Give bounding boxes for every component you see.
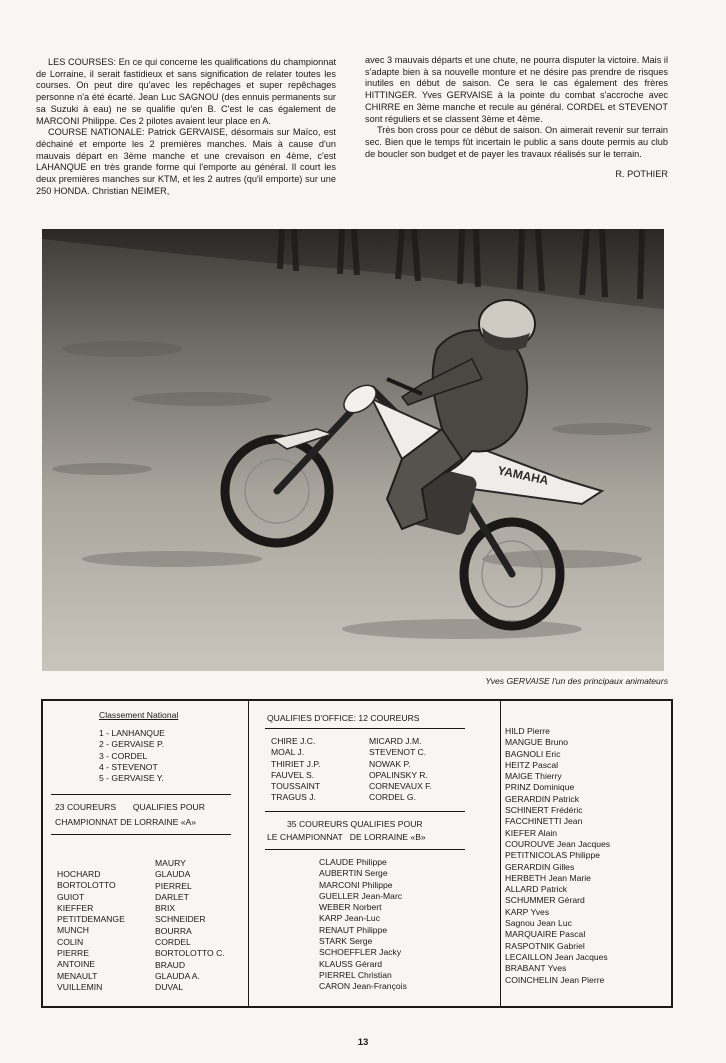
list-item: GERARDIN Patrick [505,793,580,804]
list-item: BOURRA [155,925,192,936]
article-column-left [36,57,336,197]
list-item: PIERRE [57,948,89,959]
divider [265,728,465,729]
bike-brand-text: YAMAHA [496,463,550,488]
list-item: CORDEL G. [369,792,416,803]
national-ranking-title: Classement National [99,710,179,720]
list-item: MICARD J.M. [369,736,422,746]
results-column-3 [501,701,671,1006]
list-item: DUVAL [155,982,184,993]
list-item: PIERREL [155,880,192,891]
list-item: GERARDIN Gilles [505,861,575,872]
list-item: Sagnou Jean Luc [505,918,572,929]
list-item: MUNCH [57,925,89,936]
list-item: BAGNOLI Eric [505,748,561,759]
list-item: BORTOLOTTO C. [155,948,225,959]
motocross-photo [42,229,664,671]
list-item: SCHOEFFLER Jacky [319,947,402,958]
list-item: MENAULT [57,970,98,981]
list-item: 3 - CORDEL [99,750,148,761]
list-item: THIRIET J.P. [271,758,321,769]
list-item: CORNEVAUX F. [369,781,432,792]
list-item: PETITDEMANGE [57,914,125,925]
office-title: QUALIFIES D'OFFICE: 12 COUREURS [267,713,420,723]
list-item: OPALINSKY R. [369,769,428,780]
list-item: KIEFER Alain [505,827,558,838]
list-item: GLAUDA A. [155,970,200,981]
list-item: CLAUDE Philippe [319,857,387,867]
list-item: COLIN [57,936,84,947]
list-item: STEVENOT C. [369,747,427,758]
list-item: BRAUD [155,959,186,970]
list-item: BORTOLOTTO [57,880,116,891]
list-item: BRABANT Yves [505,963,567,974]
lorraine-b-heading-line1: 35 COUREURS QUALIFIES POUR [287,819,423,829]
list-item: 2 - GERVAISE P. [99,739,164,750]
list-item: KLAUSS Gérard [319,958,383,969]
office-list-1 [271,736,320,804]
list-item: 4 - STEVENOT [99,761,158,772]
list-item: ANTOINE [57,959,96,970]
list-item: KIEFFER [57,902,94,913]
list-item: GUIOT [57,891,85,902]
lorraine-b-list-continued [505,726,610,986]
list-item: STARK Serge [319,936,373,947]
list-item: PRINZ Dominique [505,782,575,793]
list-item: CARON Jean-François [319,981,407,992]
list-item: HERBETH Jean Marie [505,872,591,883]
divider [265,849,465,850]
list-item: GUELLER Jean-Marc [319,890,403,901]
list-item: FACCHINETTI Jean [505,816,583,827]
lorraine-b-heading-line2: LE CHAMPIONNAT DE LORRAINE «B» [267,832,426,842]
lorraine-a-heading-line2: CHAMPIONNAT DE LORRAINE «A» [55,817,197,827]
list-item: PIERREL Christian [319,969,392,980]
list-item: CORDEL [155,937,191,948]
list-item: TOUSSAINT [271,781,321,792]
results-column-1 [43,701,249,1006]
list-item: SCHNEIDER [155,914,206,925]
paragraph-course-nationale: COURSE NATIONALE: Patrick GERVAISE, désormais sur Maïco, est déchainé et emporte les 2 premières manches. Mais à cause d'un mauvais départ en 3ème manche et une crevaison en 4ème, c'est LAHANQUE en très grande forme qui l'emporte au général. Il court les deux premières manches sur KTM, et les 2 autres (qu'il emporte) sur une 250 HONDA. Christian NEIMER, [36,127,336,196]
list-item: HILD Pierre [505,726,550,736]
photo-caption: Yves GERVAISE l'un des principaux animateurs [485,676,668,686]
list-item: KARP Jean-Luc [319,913,380,924]
list-item: NOWAK P. [369,758,411,769]
paragraph-les-courses: LES COURSES: En ce qui concerne les qualifications du championnat de Lorraine, il serait fastidieux et sans signification de relater toutes les courses. On peut dire qu'avec les repêchages et super repêchages personne n'a été écarté. Jean Luc SAGNOU (des ennuis permanents sur sa Suzuki à eau) ne se qualifie qu'en B. C'est le cas également de MARCONI Philippe. Ces 2 pilotes avaient leur place en A. [36,57,336,126]
list-item: AUBERTIN Serge [319,868,388,879]
list-item: MAURY [155,858,186,868]
divider [51,834,231,835]
list-item: RENAUT Philippe [319,924,388,935]
list-item: RASPOTNIK Gabriel [505,940,585,951]
divider [265,811,465,812]
list-item: COUROUVE Jean Jacques [505,838,611,849]
list-item: MANGUE Bruno [505,737,569,748]
lorraine-a-list-1 [57,869,125,993]
list-item: 1 - LANHANQUE [99,728,165,738]
list-item: 5 - GERVAISE Y. [99,773,164,784]
page-number: 13 [357,1037,369,1048]
list-item: TRAGUS J. [271,792,316,803]
national-ranking-list [99,728,165,784]
list-item: MOAL J. [271,747,305,758]
list-item: MAIGE Thierry [505,771,562,782]
lorraine-a-heading-line1: 23 COUREURS QUALIFIES POUR [55,802,205,812]
lorraine-a-list-2 [155,858,225,994]
list-item: VUILLEMIN [57,981,103,992]
list-item: WEBER Norbert [319,902,382,913]
list-item: FAUVEL S. [271,769,315,780]
list-item: HEITZ Pascal [505,759,559,770]
list-item: HOCHARD [57,869,101,879]
list-item: CHIRE J.C. [271,736,316,746]
paragraph-continuation: avec 3 mauvais départs et une chute, ne pourra disputer la victoire. Mais il s'adapte bien à sa nouvelle monture et ne désire pas prendre de risques inutiles en début de saison. Ce sera le cas également des frères HITTINGER. Yves GERVAISE à la pointe du combat s'accroche avec CHIRRE en 3ème manche et recule au général. CORDEL et STEVENOT sont réguliers et se classent 3ème et 4ème. [365,55,668,124]
author-signature: R. POTHIER [615,169,668,180]
list-item: COINCHELIN Jean Pierre [505,974,605,985]
list-item: LECAILLON Jean Jacques [505,951,608,962]
list-item: DARLET [155,891,189,902]
results-column-2 [249,701,501,1006]
list-item: SCHUMMER Gérard [505,895,585,906]
article-column-right [365,55,668,181]
results-box [41,699,673,1008]
office-list-2 [369,736,432,804]
divider [51,794,231,795]
list-item: KARP Yves [505,906,550,917]
list-item: SCHINERT Frédéric [505,805,583,816]
list-item: MARQUAIRE Pascal [505,929,586,940]
list-item: BRIX [155,903,176,914]
list-item: MARCONI Philippe [319,879,393,890]
list-item: GLAUDA [155,869,191,880]
list-item: ALLARD Patrick [505,884,568,895]
paragraph-conclusion: Très bon cross pour ce début de saison. On aimerait revenir sur terrain sec. Bien que le temps fût incertain le public a sans doute permis au club de boucler son budget et de payer les travaux réalisés sur le terrain. [365,125,668,159]
lorraine-b-list [319,857,407,993]
list-item: PETITNICOLAS Philippe [505,850,601,861]
